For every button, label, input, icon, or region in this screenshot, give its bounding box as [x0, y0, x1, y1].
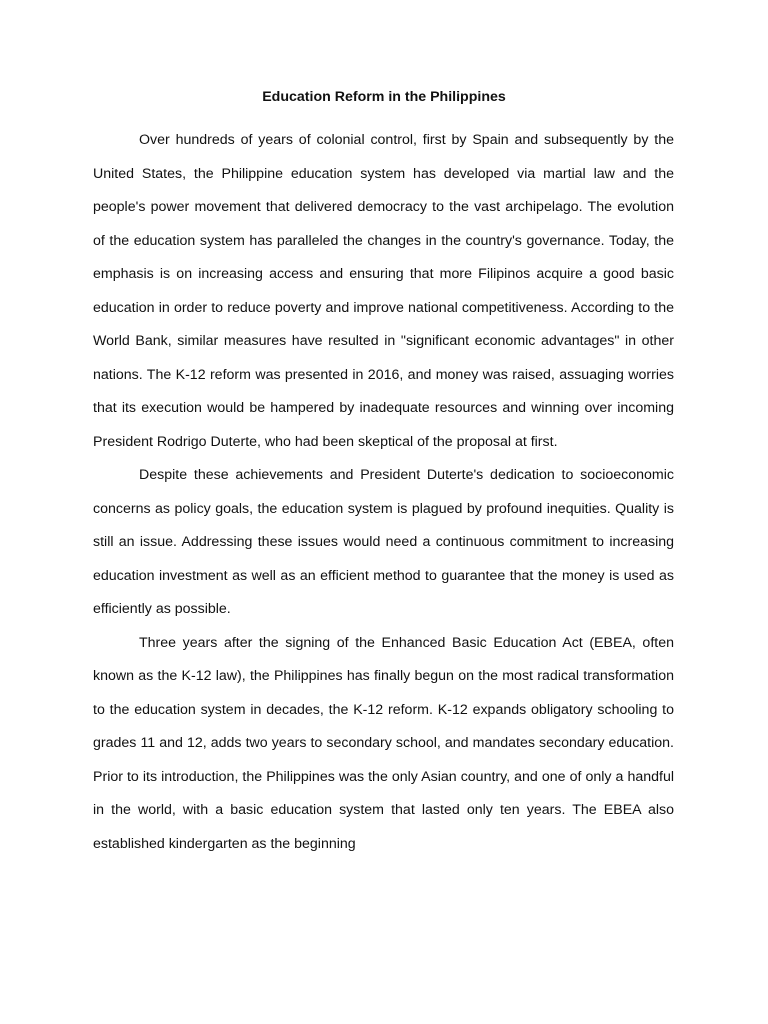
paragraph-1: Over hundreds of years of colonial control, first by Spain and subsequently by the United States, the Philippine education system has developed via martial law and the people's power movement that delivered democracy to the vast archipelago. The evolution of the education system has paralleled the changes in the country's governance. Today, the emphasis is on increasing access and ensuring that more Filipinos acquire a good basic education in order to reduce poverty and improve national competitiveness. According to the World Bank, similar measures have resulted in "significant economic advantages" in other nations. The K-12 reform was presented in 2016, and money was raised, assuaging worries that its execution would be hampered by inadequate resources and winning over incoming President Rodrigo Duterte, who had been skeptical of the proposal at first.: [93, 132, 674, 450]
paragraph-3: Three years after the signing of the Enhanced Basic Education Act (EBEA, often known as the K-12 law), the Philippines has finally begun on the most radical transformation to the education system in decades, the K-12 reform. K-12 expands obligatory schooling to grades 11 and 12, adds two years to secondary school, and mandates secondary education. Prior to its introduction, the Philippines was the only Asian country, and one of only a handful in the world, with a basic education system that lasted only ten years. The EBEA also established kindergarten as the beginning: [93, 634, 674, 852]
paragraph-2: Despite these achievements and President Duterte's dedication to socioeconomic concerns as policy goals, the education system is plagued by profound inequities. Quality is still an issue. Addressing these issues would need a continuous commitment to increasing education investment as well as an efficient method to guarantee that the money is used as efficiently as possible.: [93, 467, 674, 617]
document-title: Education Reform in the Philippines: [262, 89, 506, 105]
document-body: [93, 124, 674, 861]
